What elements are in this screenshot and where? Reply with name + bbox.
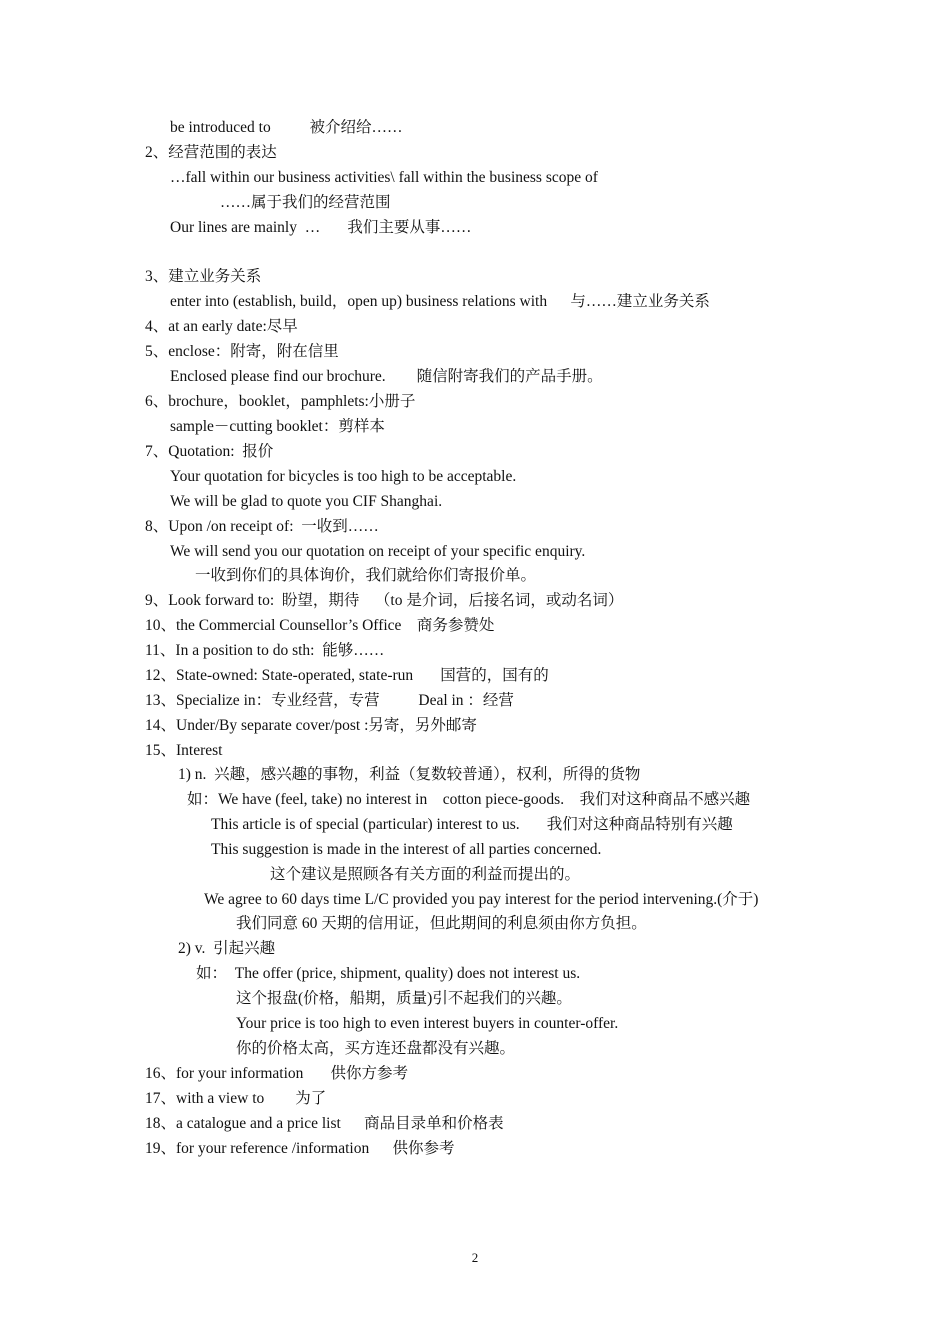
text-line: sample－cutting booklet：剪样本 xyxy=(170,418,385,435)
section-heading-6: 6、brochure，booklet，pamphlets:小册子 xyxy=(145,393,416,410)
text-line: be introduced to 被介绍给…… xyxy=(170,119,403,136)
example-line: This suggestion is made in the interest of all parties concerned. xyxy=(211,841,602,858)
section-heading-10: 10、the Commercial Counsellor’s Office 商务参赞处 xyxy=(145,617,495,634)
text-line: We will send you our quotation on receipt of your specific enquiry. xyxy=(170,543,586,560)
example-line: Your price is too high to even interest buyers in counter-offer. xyxy=(236,1015,619,1032)
example-line: This article is of special (particular) interest to us. 我们对这种商品特别有兴趣 xyxy=(211,816,733,833)
text-line: ……属于我们的经营范围 xyxy=(220,194,391,211)
section-heading-15: 15、Interest xyxy=(145,742,223,759)
page-number: 2 xyxy=(471,1250,479,1265)
section-heading-5: 5、enclose：附寄，附在信里 xyxy=(145,343,339,360)
example-line: 这个报盘(价格，船期，质量)引不起我们的兴趣。 xyxy=(236,990,572,1007)
text-line: 一收到你们的具体询价，我们就给你们寄报价单。 xyxy=(195,567,537,584)
section-heading-19: 19、for your reference /information 供你参考 xyxy=(145,1140,455,1157)
section-heading-9: 9、Look forward to: 盼望，期待 （to 是介词，后接名词，或动名词） xyxy=(145,592,624,609)
section-heading-4: 4、at an early date:尽早 xyxy=(145,318,298,335)
text-line: Enclosed please find our brochure. 随信附寄我们的产品手册。 xyxy=(170,368,603,385)
example-line: 这个建议是照顾各有关方面的利益而提出的。 xyxy=(270,866,581,883)
sub-heading: 1) n. 兴趣，感兴趣的事物，利益（复数较普通），权利，所得的货物 xyxy=(178,766,641,783)
section-heading-13: 13、Specialize in：专业经营，专营 Deal in ：经营 xyxy=(145,692,514,709)
section-heading-8: 8、Upon /on receipt of: 一收到…… xyxy=(145,518,379,535)
section-heading-7: 7、Quotation: 报价 xyxy=(145,443,274,460)
text-line: …fall within our business activities\ fall within the business scope of xyxy=(170,169,598,186)
example-line: 如：We have (feel, take) no interest in cotton piece-goods. 我们对这种商品不感兴趣 xyxy=(187,791,751,808)
text-line: We will be glad to quote you CIF Shanghai. xyxy=(170,493,443,510)
section-heading-14: 14、Under/By separate cover/post :另寄，另外邮寄 xyxy=(145,717,477,734)
text-line: Our lines are mainly … 我们主要从事…… xyxy=(170,219,472,236)
section-heading-11: 11、In a position to do sth: 能够…… xyxy=(145,642,385,659)
example-line: We agree to 60 days time L/C provided you pay interest for the period intervening.(介于) xyxy=(204,891,759,908)
sub-heading: 2) v. 引起兴趣 xyxy=(178,940,276,957)
section-heading-18: 18、a catalogue and a price list 商品目录单和价格表 xyxy=(145,1115,504,1132)
example-line: 如： The offer (price, shipment, quality) does not interest us. xyxy=(196,965,581,982)
section-heading-17: 17、with a view to 为了 xyxy=(145,1090,327,1107)
example-line: 你的价格太高，买方连还盘都没有兴趣。 xyxy=(236,1040,516,1057)
section-heading-3: 3、建立业务关系 xyxy=(145,268,262,285)
text-line: Your quotation for bicycles is too high to be acceptable. xyxy=(170,468,517,485)
text-line: enter into (establish, build，open up) business relations with 与……建立业务关系 xyxy=(170,293,710,310)
section-heading-12: 12、State-owned: State-operated, state-run 国营的，国有的 xyxy=(145,667,549,684)
example-line: 我们同意 60 天期的信用证，但此期间的利息须由你方负担。 xyxy=(236,915,647,932)
section-heading-2: 2、经营范围的表达 xyxy=(145,144,277,161)
section-heading-16: 16、for your information 供你方参考 xyxy=(145,1065,409,1082)
